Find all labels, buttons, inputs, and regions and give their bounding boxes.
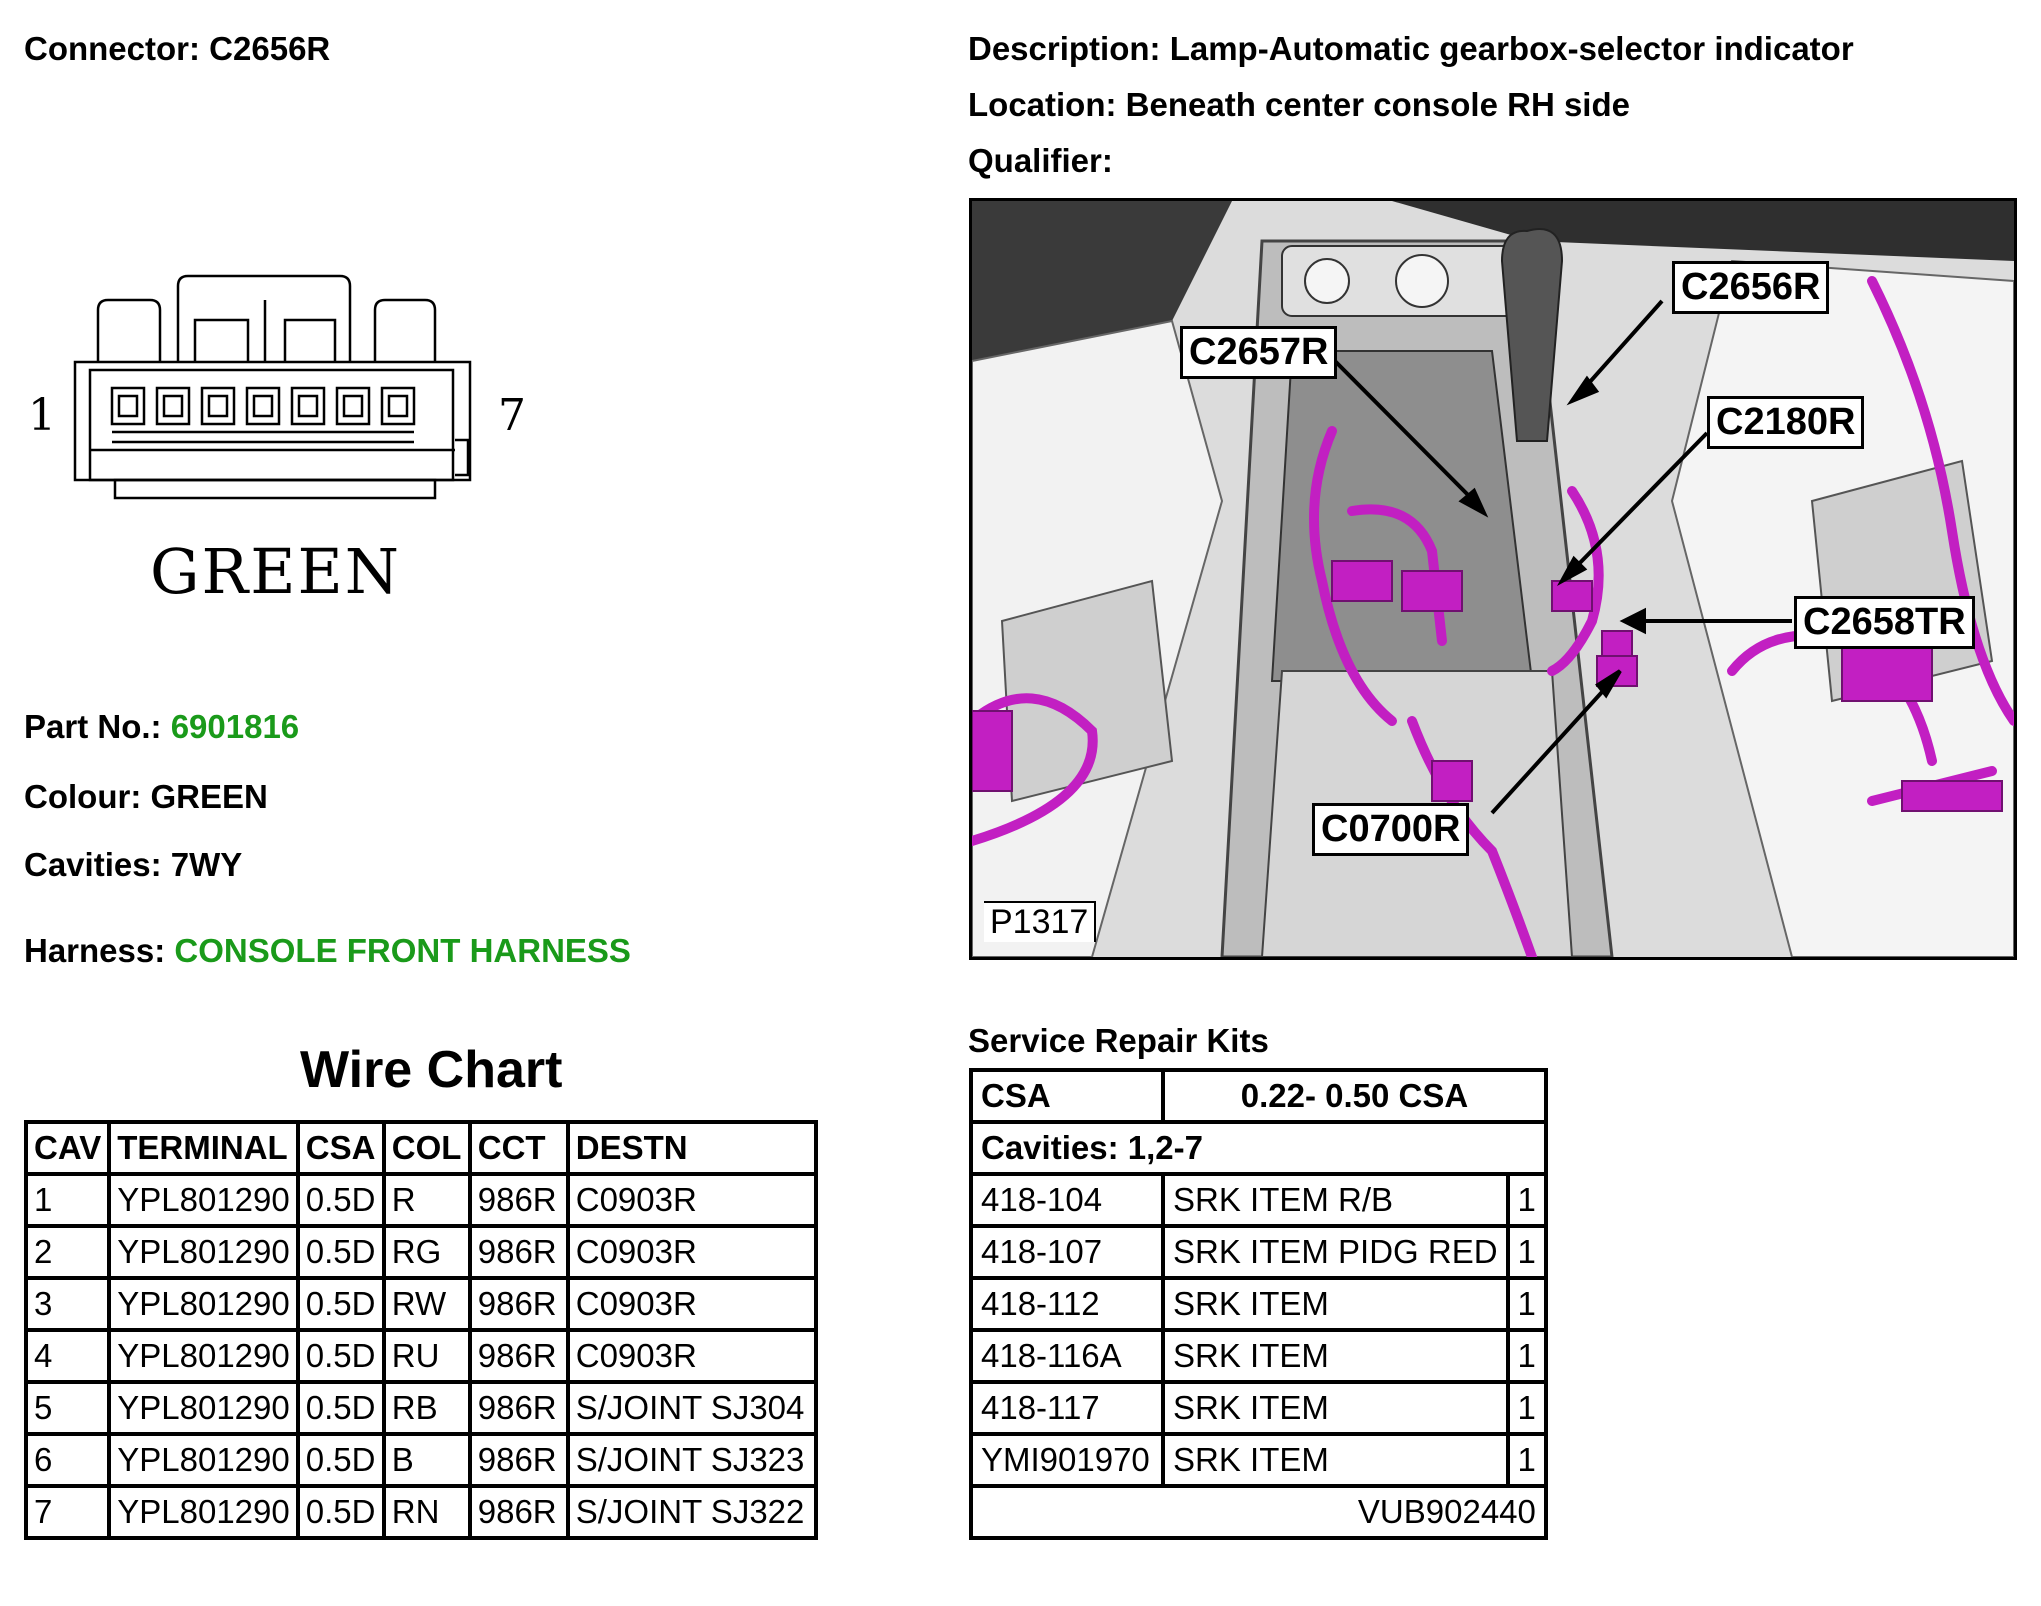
cell-csa: 0.5D	[298, 1174, 384, 1226]
location-line	[968, 86, 1630, 124]
part-number-value: 6901816	[170, 708, 300, 745]
colour-value: GREEN	[150, 778, 268, 815]
srk-code: 418-104	[971, 1174, 1163, 1226]
cell-cav: 2	[26, 1226, 109, 1278]
location-label: Location:	[968, 86, 1117, 123]
connector-heading	[24, 30, 330, 68]
srk-csa-label: CSA	[971, 1070, 1163, 1122]
header-cav: CAV	[26, 1122, 109, 1174]
cavities-value: 7WY	[170, 846, 243, 883]
cell-destn: C0903R	[568, 1278, 816, 1330]
cell-csa: 0.5D	[298, 1278, 384, 1330]
cell-cav: 5	[26, 1382, 109, 1434]
description-value: Lamp-Automatic gearbox-selector indicator	[1169, 30, 1854, 67]
srk-qty: 1	[1508, 1434, 1546, 1486]
srk-footer-row	[971, 1486, 1546, 1538]
cell-csa: 0.5D	[298, 1486, 384, 1538]
pin-last-label: 7	[498, 390, 526, 441]
header-terminal: TERMINAL	[109, 1122, 298, 1174]
wire-chart-title: Wire Chart	[300, 1041, 563, 1099]
cell-destn: S/JOINT SJ322	[568, 1486, 816, 1538]
connector-value: C2656R	[209, 30, 331, 67]
connector-face-drawing	[20, 270, 540, 520]
cell-cct: 986R	[470, 1330, 568, 1382]
cell-cav: 1	[26, 1174, 109, 1226]
colour-label: Colour:	[24, 778, 142, 815]
srk-qty: 1	[1508, 1330, 1546, 1382]
table-row	[26, 1278, 816, 1330]
qualifier-label: Qualifier:	[968, 142, 1113, 179]
srk-cavities-row	[971, 1122, 1546, 1174]
description-line	[968, 30, 1854, 68]
cell-cav: 7	[26, 1486, 109, 1538]
harness-label: Harness:	[24, 932, 166, 969]
srk-footer-code: VUB902440	[971, 1486, 1546, 1538]
cell-col: R	[384, 1174, 470, 1226]
srk-qty: 1	[1508, 1278, 1546, 1330]
cell-terminal: YPL801290	[109, 1226, 298, 1278]
callout-c2656r: C2656R	[1672, 261, 1829, 314]
header-cct: CCT	[470, 1122, 568, 1174]
srk-csa-value: 0.22- 0.50 CSA	[1163, 1070, 1546, 1122]
srk-cavities: Cavities: 1,2-7	[971, 1122, 1546, 1174]
cell-destn: S/JOINT SJ323	[568, 1434, 816, 1486]
srk-qty: 1	[1508, 1174, 1546, 1226]
cell-destn: S/JOINT SJ304	[568, 1382, 816, 1434]
srk-item: SRK ITEM	[1163, 1330, 1508, 1382]
cavities-line	[24, 846, 242, 884]
cell-col: RW	[384, 1278, 470, 1330]
callout-c2180r: C2180R	[1707, 396, 1864, 449]
callout-c2658tr: C2658TR	[1794, 596, 1975, 649]
qualifier-line	[968, 142, 1113, 180]
srk-code: 418-112	[971, 1278, 1163, 1330]
table-row	[26, 1226, 816, 1278]
header-col: COL	[384, 1122, 470, 1174]
table-row	[971, 1330, 1546, 1382]
cell-terminal: YPL801290	[109, 1174, 298, 1226]
cell-col: RB	[384, 1382, 470, 1434]
cavities-label: Cavities:	[24, 846, 162, 883]
srk-qty: 1	[1508, 1226, 1546, 1278]
srk-code: 418-116A	[971, 1330, 1163, 1382]
cell-cct: 986R	[470, 1174, 568, 1226]
cell-col: B	[384, 1434, 470, 1486]
picture-id-label: P1317	[984, 901, 1096, 942]
wire-chart-header-row	[26, 1122, 816, 1174]
cell-cct: 986R	[470, 1278, 568, 1330]
description-label: Description:	[968, 30, 1161, 67]
cell-destn: C0903R	[568, 1226, 816, 1278]
srk-item: SRK ITEM	[1163, 1382, 1508, 1434]
cell-col: RN	[384, 1486, 470, 1538]
cell-csa: 0.5D	[298, 1434, 384, 1486]
cell-cav: 4	[26, 1330, 109, 1382]
srk-qty: 1	[1508, 1382, 1546, 1434]
cell-csa: 0.5D	[298, 1330, 384, 1382]
table-row	[971, 1434, 1546, 1486]
service-repair-kits-title: Service Repair Kits	[968, 1022, 1269, 1059]
cell-terminal: YPL801290	[109, 1382, 298, 1434]
srk-item: SRK ITEM R/B	[1163, 1174, 1508, 1226]
cell-cct: 986R	[470, 1226, 568, 1278]
table-row	[26, 1174, 816, 1226]
cell-cav: 6	[26, 1434, 109, 1486]
table-row	[971, 1382, 1546, 1434]
cell-destn: C0903R	[568, 1330, 816, 1382]
srk-code: YMI901970	[971, 1434, 1163, 1486]
service-repair-kits-table	[969, 1068, 1548, 1540]
srk-code: 418-117	[971, 1382, 1163, 1434]
cell-cct: 986R	[470, 1434, 568, 1486]
table-row	[971, 1174, 1546, 1226]
header-csa: CSA	[298, 1122, 384, 1174]
cell-cav: 3	[26, 1278, 109, 1330]
header-destn: DESTN	[568, 1122, 816, 1174]
colour-line	[24, 778, 268, 816]
cell-terminal: YPL801290	[109, 1330, 298, 1382]
srk-code: 418-107	[971, 1226, 1163, 1278]
harness-value: CONSOLE FRONT HARNESS	[174, 932, 631, 969]
cell-terminal: YPL801290	[109, 1434, 298, 1486]
part-number-label: Part No.:	[24, 708, 162, 745]
cell-col: RU	[384, 1330, 470, 1382]
vehicle-interior-illustration	[972, 201, 2014, 957]
connector-colour-caption: GREEN	[150, 535, 401, 608]
callout-c0700r: C0700R	[1312, 803, 1469, 856]
table-row	[971, 1278, 1546, 1330]
cell-cct: 986R	[470, 1486, 568, 1538]
pin-first-label: 1	[28, 390, 56, 441]
cell-cct: 986R	[470, 1382, 568, 1434]
table-row	[26, 1382, 816, 1434]
connector-location-picture	[969, 198, 2017, 960]
table-row	[26, 1434, 816, 1486]
table-row	[26, 1486, 816, 1538]
cell-terminal: YPL801290	[109, 1278, 298, 1330]
cell-col: RG	[384, 1226, 470, 1278]
connector-label: Connector:	[24, 30, 200, 67]
srk-item: SRK ITEM	[1163, 1278, 1508, 1330]
part-number-line	[24, 708, 299, 746]
callout-c2657r: C2657R	[1180, 326, 1337, 379]
table-row	[971, 1226, 1546, 1278]
wire-chart-table	[24, 1120, 818, 1540]
table-row	[26, 1330, 816, 1382]
cell-terminal: YPL801290	[109, 1486, 298, 1538]
srk-item: SRK ITEM PIDG RED	[1163, 1226, 1508, 1278]
cell-csa: 0.5D	[298, 1226, 384, 1278]
srk-csa-row	[971, 1070, 1546, 1122]
harness-line	[24, 932, 631, 970]
cell-destn: C0903R	[568, 1174, 816, 1226]
srk-item: SRK ITEM	[1163, 1434, 1508, 1486]
location-value: Beneath center console RH side	[1125, 86, 1630, 123]
cell-csa: 0.5D	[298, 1382, 384, 1434]
